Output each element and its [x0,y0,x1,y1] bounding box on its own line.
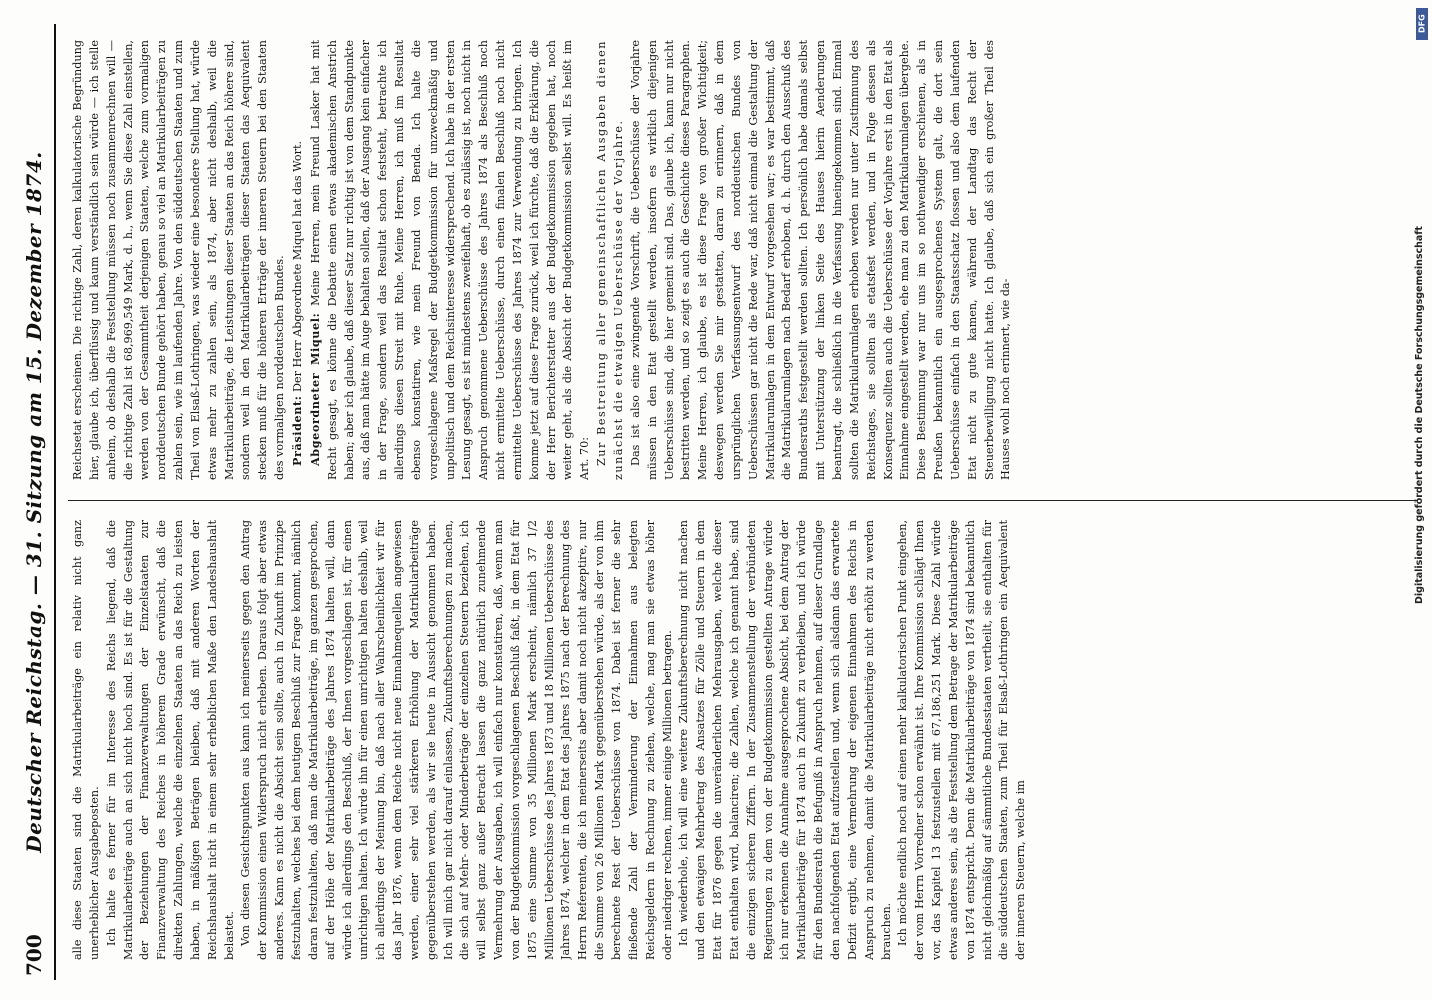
speaker-name: Abgeordneter Miquel: [307,312,322,466]
body-paragraph: Von diesen Gesichtspunkten aus kann ich meinerseits gegen den Antrag der Kommission einen Widerspruch nicht erheben. Daraus folgt aber etwas anderes. Kann es nicht die Absicht sein sollte, auch in Zukunft im Prinzipe festzuhalten, welches bei dem heutigen Beschluß zur Frage kommt, nämlich daran festzuhalten, daß man die Matrikularbeiträge, im ganzen gesprochen, auf der Höhe der Matrikularbeiträge des Jahres 1874 halten will, dann würde ich allerdings den Beschluß, der Ihnen vorgeschlagen ist, für einen unrichtigen halten. Ich würde ihn für einen unrichtigen halten deshalb, weil ich allerdings der Meinung bin, daß nach aller Wahrscheinlichkeit wir für das Jahr 1876, wenn dem Reiche nicht neue Einnahmequellen angewiesen werden, einer sehr viel stärkeren Erhöhung der Matrikularbeiträge gegenüberstehen werden, als wir sie heute in Aussicht genommen haben. Ich will mich gar nicht darauf einlassen, Zukunftsberechnungen zu machen, die sich auf Mehr- oder Minderbeträge der einzelnen Steuern beziehen, ich will selbst ganz außer Betracht lassen die ganz natürlich zunehmende Vermehrung der Ausgaben, ich will einfach nur konstatiren, daß, wenn man von der Budgetkommission vorgeschlagenen Beschluß faßt, in dem Etat für 1875 eine Summe von 35 Millionen Mark erscheint, nämlich 37 1/2 Millionen Ueberschüsse des Jahres 1873 und 18 Millionen Ueberschüsse des Jahres 1874, welcher in dem Etat des Jahres 1875 nach der Berechnung des Herrn Referenten, die ich meinerseits aber damit noch nicht akzeptire, nur die Summe von 26 Millionen Mark gegenüberstehen würde, als der von ihm berechnete Rest der Ueberschüsse von 1874. Dabei ist ferner die sehr fließende Zahl der Verminderung der Einnahmen aus belegten Reichsgeldern in Rechnung zu ziehen, welche, mag man sie etwas höher oder niedriger rechnen, immer einige Millionen betragen. [239,520,674,960]
body-paragraph: Ich möchte endlich noch auf einen mehr kalkulatorischen Punkt eingehen, der vom Herrn Vorredner schon erwähnt ist. Ihre Kommission schlägt Ihnen vor, das Kapitel 13 festzustellen mit 67,186,251 Mark. Diese Zahl würde etwas anderes sein, als die Feststellung dem Betrage der Matrikularbeiträge von 1874 entspricht. Denn die Matrikularbeiträge von 1874 sind bekanntlich nicht gleichmäßig auf sämmtliche Bundesstaaten vertheilt, sie enthalten für die süddeutschen Staaten, zum Theil für Elsaß-Lothringen ein Aequivalent der inneren Steuern, welche im [896,520,1028,960]
body-paragraph: Das ist also eine zwingende Vorschrift, die Ueberschüsse der Vorjahre müssen in den Etat gestellt werden, insofern es wirklich diejenigen Ueberschüsse sind, die hier gemeint sind. Das, glaube ich, kann nur nicht bestritten werden, und so zeigt es auch die Geschichte dieses Paragraphen. Meine Herren, ich glaube, es ist diese Frage von großer Wichtigkeit; deswegen werden Sie mir gestatten, daran zu erinnern, daß in dem ursprünglichen Verfassungsentwurf des norddeutschen Bundes von Ueberschüssen gar nicht die Rede war, daß nicht einmal die Gestaltung der Matrikularumlagen in dem Entwurf vorgesehen war; es war bestimmt, daß die Matrikularumlagen nach Bedarf erhoben, d. h. durch den Ausschuß des Bundesraths festgestellt werden sollten. Ich persönlich habe damals selbst mit Unterstützung der linken Seite des Hauses hierin Aenderungen beantragt, die schließlich in die Verfassung hineingekommen sind. Einmal sollten die Matrikularumlagen erhoben werden nur unter Zustimmung des Reichstages, sie sollten als etatsfest werden, und in Folge dessen als Konsequenz sollten auch die Ueberschüsse der Vorjahre erst in den Etat als Einnahme eingestellt werden, ehe man zu den Matrikularumlagen übergehe. Diese Bestimmung war nur uns im so nothwendiger erschienen, als in Preußen bekanntlich ein ausgesprochenes System galt, die dort sein Ueberschüsse einfach in den Staatsschatz flossen und also dem laufenden Etat nicht zu gute kamen, während der Landtag das Recht der Steuerbewilligung nicht hatte. Ich glaube, daß sich ein großer Theil des Hauses wohl noch erinnert, wie da- [628,40,1013,480]
body-paragraph: Ich wiederhole, ich will eine weitere Zukunftsberechnung nicht machen und den etwaigen Mehrbetrag des Ansatzes für Zölle und Steuern in dem Etat für 1876 gegen die unveränderlichen Mehrausgaben, welche dieser Etat enthalten wird, balanciren; die Zahlen, welche ich genannt habe, sind die einzigen sicheren Ziffern. In der Zusammenstellung der verbündeten Regierungen zu dem von der Budgetkommission gestellten Antrage würde ich nur erkennen die Annahme ausgesprochene Absicht, bei dem Antrag der Matrikularbeiträge für 1874 auch in Zukunft zu verbleiben, und ich würde für den Bundesrath die Befugniß in Anspruch nehmen, auf dieser Grundlage den nachfolgenden Etat aufzustellen und, wenn sich alsdann das erwartete Defizit ergibt, eine Vermehrung der eigenen Einnahmen des Reichs in Anspruch zu nehmen, damit die Matrikularbeiträge nicht erhöht zu werden brauchen. [677,520,893,960]
speech-paragraph [307,40,594,480]
speech-text: Meine Herren, mein Freund Lasker hat mit Recht gesagt, es könne die Debatte einen etwas akademischen Anstrich haben; aber ich glaube, daß dieser Satz nur richtig ist von dem Standpunkte aus, daß man hätte im Auge behalten sollen, daß der Ausgang kein einfacher in der Frage, sondern weil das Resultat schon feststeht, betrachte ich allerdings diesen Streit mit Ruhe. Meine Herren, ich muß im Resultat ebenso konstatiren, wie mein Freund von Benda. Ich halte die vorgeschlagene Maßregel der Budgetkommission für unzweckmäßig und unpolitisch und dem Reichsinteresse widersprechend. Ich habe in der ersten Lesung gesagt, es ist mindestens zweifelhaft, ob es zulässig ist, noch nicht in Anspruch genommene Ueberschüsse des Jahres 1874 als Beschluß noch nicht ermittelte Ueberschüsse, durch einen finalen Beschluß noch nicht ermittelte Ueberschüsse des Jahres 1874 zur Verwendung zu bringen. Ich komme jetzt auf diese Frage zurück, weil ich fürchte, daß die Erklärung, die der Herr Berichterstatter aus der Budgetkommission gegeben hat, noch weiter geht, als die Absicht der Budgetkommission selbst will. Es heißt im Art. 70: [308,40,592,480]
page-number: 700 [22,934,46,976]
dfg-logo: DFG [1416,8,1428,40]
speech-text: Der Herr Abgeordnete Miquel hat das Wort. [290,140,304,392]
column-divider [68,500,1418,501]
quoted-article: Zur Bestreitung aller gemeinschaftlichen Ausgaben dienen zunächst die etwaigen Ueberschüsse der Vorjahre. [595,40,625,480]
body-paragraph: Reichsetat erscheinen. Die richtige Zahl, deren kalkulatorische Begründung hier, glaube ich, überflüssig und kaum verständlich sein würde — ich stelle anheim, ob deshalb die Feststellung müssen noch zusammenrechnen will — die richtige Zahl ist 68,969,549 Mark, d. h., wenn Sie diese Zahl einstellen, werden von der Gesammtheit derjenigen Staaten, welche zum vormaligen norddeutschen Bunde gehört haben, genau so viel an Matrikularbeiträgen zu zahlen sein, wie im laufenden Jahre. Von den süddeutschen Staaten und zum Theil von Elsaß-Lothringen, was wieder eine besondere Stellung hat, würde etwas mehr zu zahlen sein, als 1874, aber nicht deshalb, weil die Matrikularbeiträge, die Leistungen dieser Staaten an das Reich höhere sind, sondern weil in den Matrikularbeiträgen dieser Staaten das Aequivalent stecken muß für die höheren Erträge der inneren Steuern bei den Staaten des vormaligen norddeutschen Bundes. [71,40,287,480]
speaker-name: Präsident: [289,395,304,466]
body-paragraph: Ich halte es ferner für im Interesse des Reichs liegend, daß die Matrikularbeiträge auch an sich nicht hoch sind. Es ist für die Gestaltung der Beziehungen der Finanzverwaltungen der Einzelstaaten zur Finanzverwaltung des Reiches in höherem Grade erwünscht, daß die direkten Zahlungen, welche die einzelnen Staaten an das Reich zu leisten haben, in mäßigen Beträgen bleiben, daß mit anderen Worten der Reichshaushalt nicht in einem sehr erheblichen Maße den Landeshaushalt belastet. [104,520,236,960]
body-paragraph: alle diese Staaten sind die Matrikularbeiträge ein relativ nicht ganz unerheblicher Ausgabeposten. [71,520,101,960]
left-text-column [70,520,1400,960]
right-text-column [70,40,1400,480]
running-head: Deutscher Reichstag. — 31. Sitzung am 15. Dezember 1874. [22,151,46,853]
page-header [14,24,56,980]
digitization-credit: Digitalisierung gefördert durch die Deutsche Forschungsgemeinschaft [1414,226,1425,604]
speech-paragraph [289,40,307,480]
